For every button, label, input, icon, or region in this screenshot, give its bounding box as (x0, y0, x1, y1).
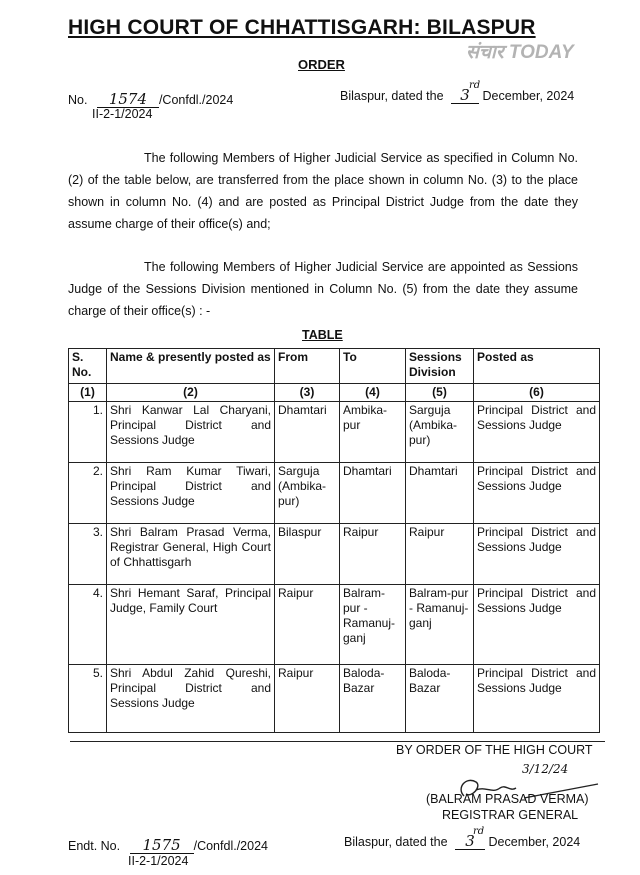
table-row (69, 524, 600, 585)
row-from: Raipur (275, 585, 340, 665)
row-sno: 1. (69, 402, 107, 463)
header-sno: S. No. (69, 349, 107, 384)
row-from: Dhamtari (275, 402, 340, 463)
row-division: Raipur (406, 524, 474, 585)
table-row (69, 402, 600, 463)
row-from: Raipur (275, 665, 340, 733)
header-name: Name & presently posted as (107, 349, 275, 384)
row-sno: 3. (69, 524, 107, 585)
row-division: Dhamtari (406, 463, 474, 524)
colnum-6: (6) (474, 384, 600, 402)
order-date-day: 3 rd (451, 88, 479, 104)
row-name: Shri Balram Prasad Verma, Registrar General, High Court of Chhattisgarh (107, 524, 275, 585)
row-division: Balram-pur - Ramanuj-ganj (406, 585, 474, 665)
order-date-line: Bilaspur, dated the 3 rd December, 2024 (340, 80, 575, 104)
row-sno: 2. (69, 463, 107, 524)
row-to: Baloda-Bazar (340, 665, 406, 733)
header-to: To (340, 349, 406, 384)
table-row (69, 463, 600, 524)
row-name: Shri Ram Kumar Tiwari, Principal District and Sessions Judge (107, 463, 275, 524)
row-sno: 4. (69, 585, 107, 665)
order-number-line: No. 1574 /Confdl./2024 (68, 90, 234, 108)
signatory-designation: REGISTRAR GENERAL (442, 808, 579, 822)
row-name: Shri Abdul Zahid Qureshi, Principal District and Sessions Judge (107, 665, 275, 733)
paragraph-appointment: The following Members of Higher Judicial Service are appointed as Sessions Judge of the Sessions Division mentioned in Column No. (5) from the date they assume charge of their office(s) : - (68, 260, 578, 318)
by-order-line: BY ORDER OF THE HIGH COURT (396, 743, 593, 757)
file-number: II-2-1/2024 (92, 107, 153, 121)
row-posted: Principal District and Sessions Judge (474, 463, 600, 524)
order-title: ORDER (298, 57, 345, 72)
colnum-5: (5) (406, 384, 474, 402)
colnum-3: (3) (275, 384, 340, 402)
header-posted: Posted as (474, 349, 600, 384)
row-name: Shri Kanwar Lal Charyani, Principal District and Sessions Judge (107, 402, 275, 463)
row-posted: Principal District and Sessions Judge (474, 402, 600, 463)
row-division: Baloda-Bazar (406, 665, 474, 733)
table-header-row (69, 349, 600, 384)
transfer-table (68, 348, 600, 733)
row-to: Dhamtari (340, 463, 406, 524)
endorsement-date-line: Bilaspur, dated the 3 rd December, 2024 (344, 826, 581, 850)
row-posted: Principal District and Sessions Judge (474, 524, 600, 585)
column-number-row (69, 384, 600, 402)
signatory-name: (BALRAM PRASAD VERMA) (426, 792, 589, 806)
table-label: TABLE (302, 328, 343, 342)
signature-date-handwritten: 3/12/24 (522, 762, 569, 776)
table-row (69, 665, 600, 733)
watermark: संचार TODAY (466, 42, 574, 63)
header-from: From (275, 349, 340, 384)
paragraph-transfer: The following Members of Higher Judicial Service as specified in Column No. (2) of the table below, are transferred from the place shown in column No. (3) to the place shown in column No. (4) and are posted as Principal District Judge from the date they assume charge of their office(s) and; (68, 151, 578, 231)
row-to: Balram-pur - Ramanuj-ganj (340, 585, 406, 665)
colnum-1: (1) (69, 384, 107, 402)
endorsement-file-number: II-2-1/2024 (128, 854, 189, 868)
row-from: Sarguja (Ambika-pur) (275, 463, 340, 524)
row-sno: 5. (69, 665, 107, 733)
endorsement-date-day: 3 rd (455, 834, 485, 850)
row-posted: Principal District and Sessions Judge (474, 585, 600, 665)
table-row (69, 585, 600, 665)
row-posted: Principal District and Sessions Judge (474, 665, 600, 733)
colnum-2: (2) (107, 384, 275, 402)
row-from: Bilaspur (275, 524, 340, 585)
court-heading: HIGH COURT OF CHHATTISGARH: BILASPUR (68, 16, 536, 39)
row-division: Sarguja (Ambika-pur) (406, 402, 474, 463)
divider (70, 741, 605, 742)
header-division: Sessions Division (406, 349, 474, 384)
colnum-4: (4) (340, 384, 406, 402)
endorsement-number-handwritten: 1575 (130, 838, 194, 854)
endorsement-number-line: Endt. No. 1575 /Confdl./2024 (68, 836, 268, 854)
row-to: Raipur (340, 524, 406, 585)
row-name: Shri Hemant Saraf, Principal Judge, Family Court (107, 585, 275, 665)
row-to: Ambika-pur (340, 402, 406, 463)
order-number-handwritten: 1574 (97, 92, 159, 108)
